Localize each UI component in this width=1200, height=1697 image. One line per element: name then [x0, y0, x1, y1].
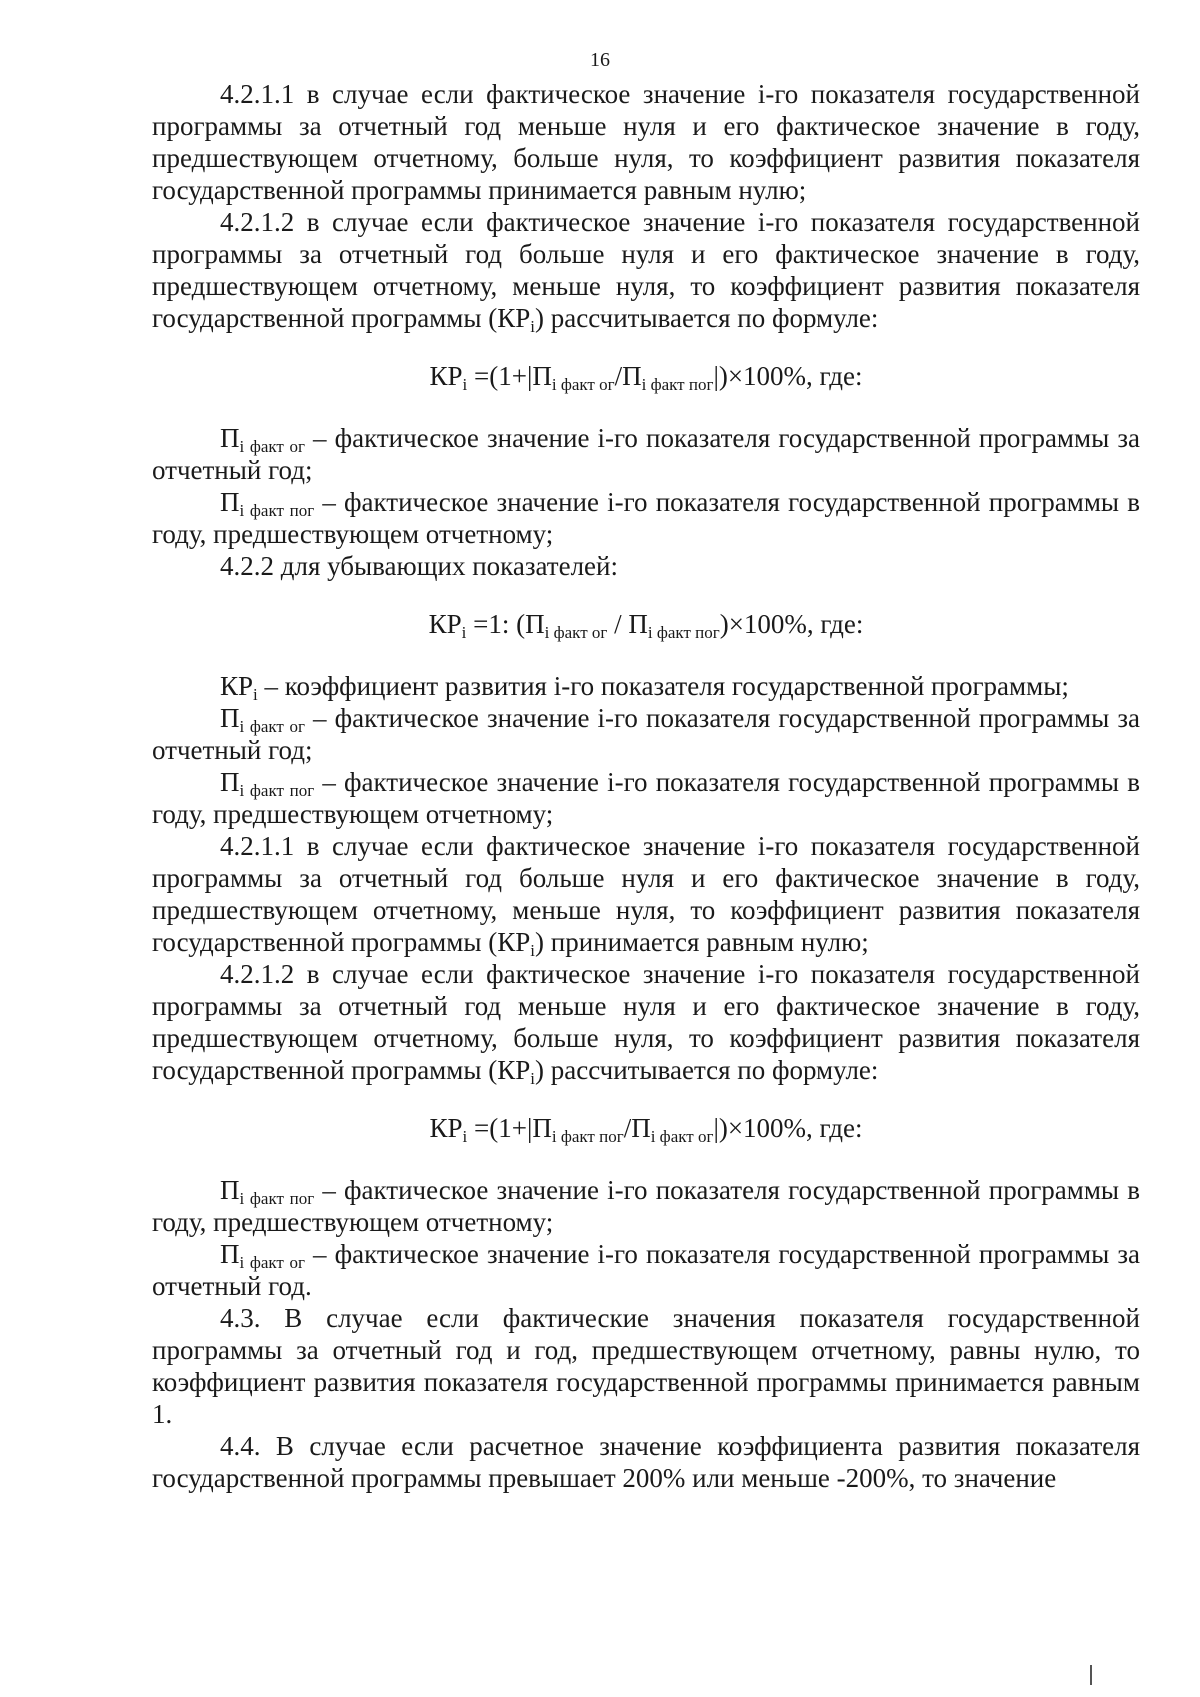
paragraph-text: ) принимается равным нулю;: [535, 927, 869, 957]
symbol-sub: i факт ог: [239, 437, 305, 456]
document-body: [152, 78, 1140, 1494]
formula-kr: КР: [428, 609, 462, 639]
formula-p: П: [628, 609, 648, 639]
paragraph-4-2-1-1-b: [152, 830, 1140, 958]
formula-eq: =(1+|: [467, 361, 533, 391]
formula-kr: КР: [429, 361, 463, 391]
definition-text: – фактическое значение i-го показателя государственной программы за отчетный год.: [152, 1239, 1140, 1301]
formula-sub-fact-pog: i факт пог: [647, 623, 720, 642]
symbol-kr: КР: [220, 671, 254, 701]
paragraph-4-4: 4.4. В случае если расчетное значение коэффициента развития показателя государственной программы превышает 200% или меньше -200%, то значение: [152, 1431, 1140, 1493]
paragraph-text: 4.2.1.2 в случае если фактическое значение i-го показателя государственной программы за отчетный год больше нуля и его фактическое значение в году, предшествующем отчетному, меньше нуля, то коэффициент развития показателя государственной программы (КР: [152, 207, 1140, 333]
formula-sub-fact-pog: i факт пог: [551, 1127, 624, 1146]
symbol-sub: i: [253, 685, 258, 704]
paragraph-text: ) рассчитывается по формуле:: [535, 303, 879, 333]
definition-kr: [152, 670, 1140, 702]
paragraph-4-2-1-2-a: [152, 206, 1140, 334]
formula-tail: |)×100%, где:: [713, 361, 863, 391]
formula-p: П: [532, 1113, 552, 1143]
subscript: i: [530, 941, 535, 960]
definition-text: – фактическое значение i-го показателя государственной программы в году, предшествующем отчетному;: [152, 767, 1141, 829]
symbol-sub: i факт пог: [239, 1189, 315, 1208]
symbol-p: П: [220, 487, 240, 517]
formula-p: П: [525, 609, 545, 639]
definition-p-fact-og: [152, 1238, 1140, 1302]
symbol-p: П: [220, 767, 240, 797]
formula-p: П: [532, 361, 552, 391]
subscript: i: [530, 317, 535, 336]
definition-text: – фактическое значение i-го показателя государственной программы за отчетный год;: [152, 703, 1140, 765]
symbol-p: П: [220, 423, 240, 453]
definition-p-fact-og: [152, 422, 1140, 486]
formula-1: [152, 360, 1140, 392]
formula-tail: |)×100%, где:: [713, 1113, 863, 1143]
paragraph-4-2-2: 4.2.2 для убывающих показателей:: [220, 551, 618, 581]
symbol-p: П: [220, 703, 240, 733]
definition-text: – фактическое значение i-го показателя государственной программы за отчетный год;: [152, 423, 1140, 485]
definition-p-fact-pog: [152, 1174, 1140, 1238]
definition-p-fact-pog: [152, 766, 1140, 830]
formula-kr-sub: i: [461, 623, 467, 642]
definition-p-fact-pog: [152, 486, 1140, 550]
symbol-sub: i факт ог: [239, 1253, 305, 1272]
symbol-p: П: [220, 1239, 240, 1269]
symbol-p: П: [220, 1175, 240, 1205]
formula-3: [152, 1112, 1140, 1144]
paragraph-text: 4.2.1.1 в случае если фактическое значение i-го показателя государственной программы за отчетный год больше нуля и его фактическое значение в году, предшествующем отчетному, меньше нуля, то коэффициент развития показателя государственной программы (КР: [152, 831, 1140, 957]
paragraph-text: 4.2.1.2 в случае если фактическое значение i-го показателя государственной программы за отчетный год меньше нуля и его фактическое значение в году, предшествующем отчетному, больше нуля, то коэффициент развития показателя государственной программы (КР: [152, 959, 1140, 1085]
symbol-sub: i факт пог: [239, 501, 315, 520]
formula-slash: /: [623, 1113, 632, 1143]
definition-text: – фактическое значение i-го показателя государственной программы в году, предшествующем отчетному;: [152, 487, 1141, 549]
definition-text: – коэффициент развития i-го показателя государственной программы;: [257, 671, 1069, 701]
formula-p: П: [622, 361, 642, 391]
definition-p-fact-og: [152, 702, 1140, 766]
formula-kr: КР: [429, 1113, 463, 1143]
formula-sub-fact-og: i факт ог: [544, 623, 608, 642]
page-number: 16: [590, 49, 610, 71]
formula-sub-fact-pog: i факт пог: [641, 375, 714, 394]
formula-eq: =1: (: [466, 609, 526, 639]
scan-mark: [1090, 1665, 1092, 1685]
paragraph-4-2-1-1-a: 4.2.1.1 в случае если фактическое значение i-го показателя государственной программы за отчетный год меньше нуля и его фактическое значение в году, предшествующем отчетному, больше нуля, то коэффициент развития показателя государственной программы принимается равным нулю;: [152, 79, 1140, 205]
formula-eq: =(1+|: [467, 1113, 533, 1143]
formula-tail: )×100%, где:: [719, 609, 864, 639]
definition-text: – фактическое значение i-го показателя государственной программы в году, предшествующем отчетному;: [152, 1175, 1141, 1237]
formula-sub-fact-og: i факт ог: [650, 1127, 714, 1146]
symbol-sub: i факт пог: [239, 781, 315, 800]
paragraph-4-2-1-2-b: [152, 958, 1140, 1086]
formula-kr-sub: i: [462, 1127, 468, 1146]
formula-sub-fact-og: i факт ог: [551, 375, 615, 394]
paragraph-text: ) рассчитывается по формуле:: [535, 1055, 879, 1085]
formula-p: П: [631, 1113, 651, 1143]
paragraph-4-3: 4.3. В случае если фактические значения показателя государственной программы за отчетный год и год, предшествующем отчетному, равны нулю, то коэффициент развития показателя государственной программы принимается равным 1.: [152, 1303, 1140, 1429]
formula-slash: /: [607, 609, 629, 639]
formula-slash: /: [614, 361, 623, 391]
symbol-sub: i факт ог: [239, 717, 305, 736]
subscript: i: [530, 1069, 535, 1088]
formula-kr-sub: i: [462, 375, 468, 394]
formula-2: [152, 608, 1140, 640]
